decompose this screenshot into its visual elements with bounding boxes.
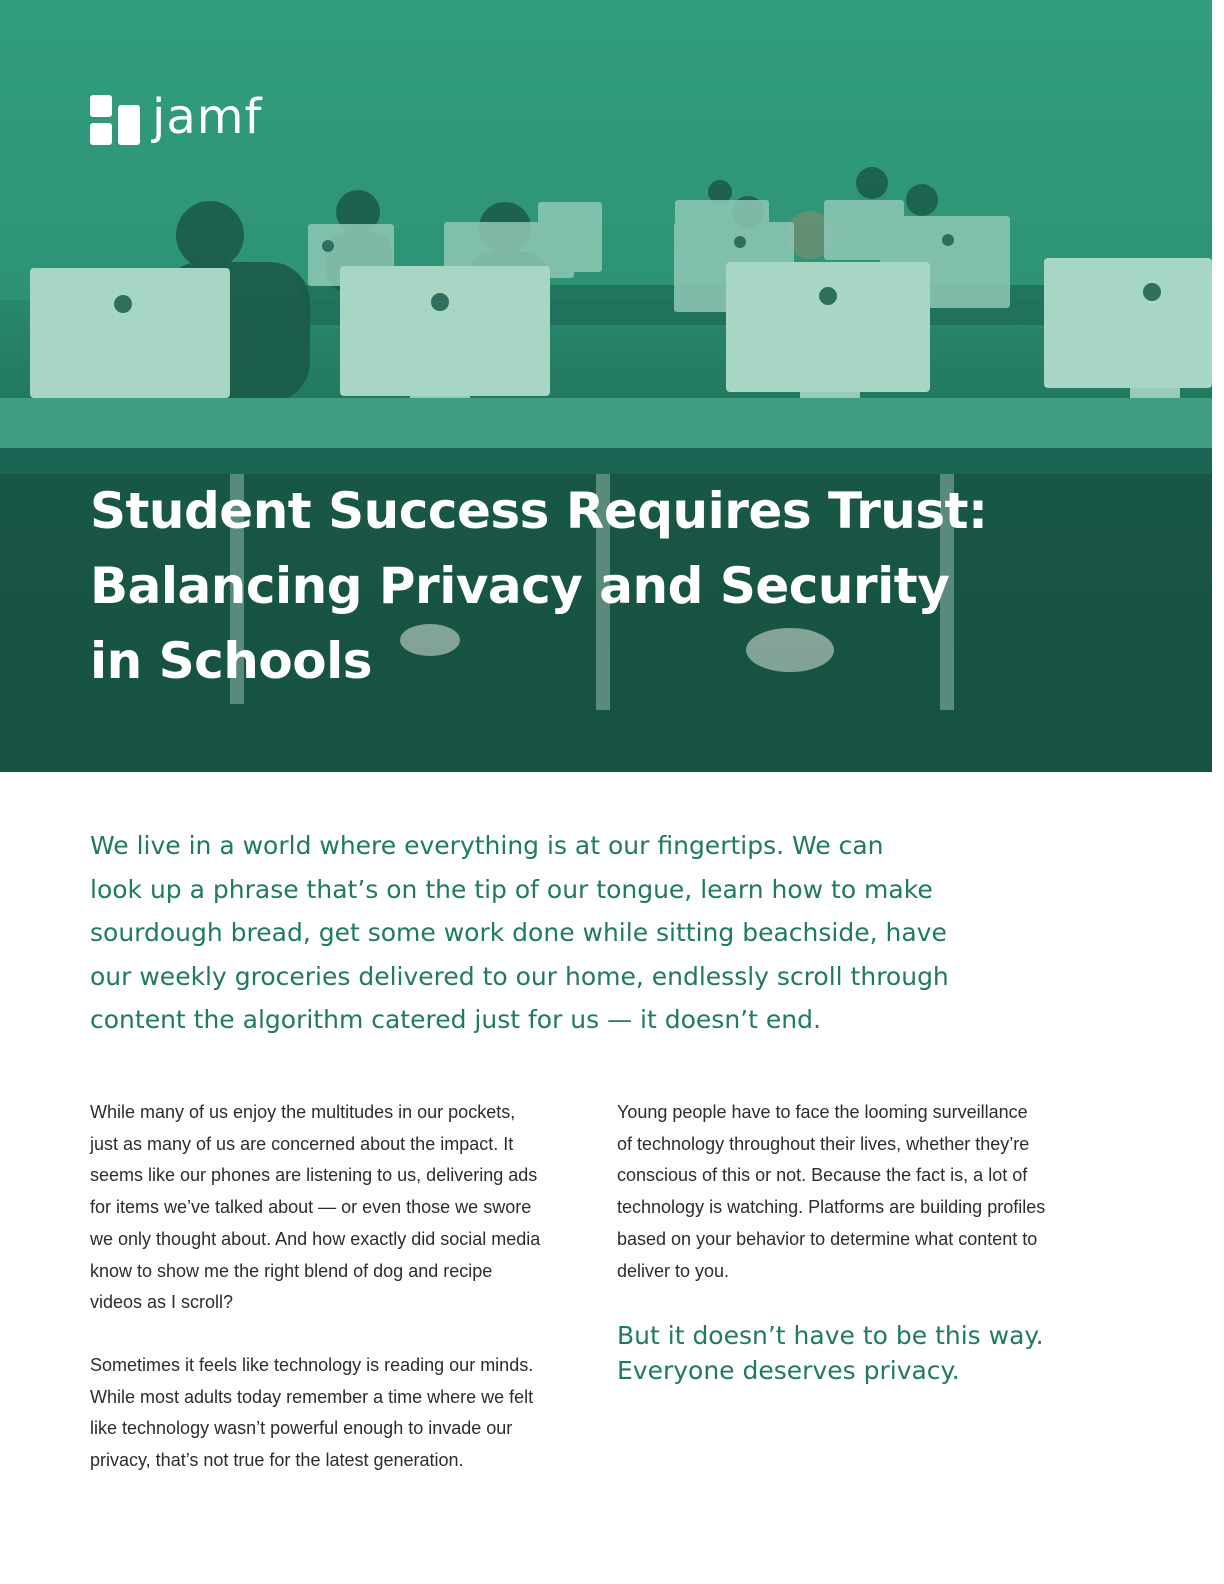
lead-line: sourdough bread, get some work done while sitting beachside, have: [90, 918, 947, 947]
body-line: of technology throughout their lives, whether they’re: [617, 1133, 1030, 1154]
body-paragraph: [617, 1097, 1117, 1287]
body-line: seems like our phones are listening to us, delivering ads: [90, 1165, 538, 1186]
title-line: Balancing Privacy and Security: [90, 557, 950, 615]
callout-line: Everyone deserves privacy.: [617, 1356, 960, 1386]
right-column: [617, 1097, 1117, 1388]
body-line: deliver to you.: [617, 1260, 730, 1281]
body-line: know to show me the right blend of dog and recipe: [90, 1260, 493, 1281]
lead-line: look up a phrase that’s on the tip of our tongue, learn how to make: [90, 874, 933, 904]
body-line: just as many of us are concerned about the impact. It: [90, 1133, 514, 1154]
body-line: we only thought about. And how exactly did social media: [90, 1228, 541, 1249]
callout-line: But it doesn’t have to be this way.: [617, 1321, 1044, 1351]
body-line: videos as I scroll?: [90, 1292, 234, 1313]
lead-line: content the algorithm catered just for us — it doesn’t end.: [90, 1005, 821, 1034]
page-title: [90, 474, 1090, 699]
body-line: privacy, that’s not true for the latest generation.: [90, 1450, 464, 1471]
body-line: conscious of this or not. Because the fact is, a lot of: [617, 1165, 1028, 1186]
title-line: in Schools: [90, 632, 372, 690]
jamf-logo-mark-icon: [90, 95, 140, 145]
hero-banner: [0, 0, 1212, 772]
body-paragraph: [90, 1350, 590, 1477]
body-line: for items we’ve talked about — or even those we swore: [90, 1197, 532, 1218]
jamf-wordmark: jamf: [152, 89, 263, 145]
body-line: While most adults today remember a time where we felt: [90, 1386, 534, 1407]
lead-line: our weekly groceries delivered to our home, endlessly scroll through: [90, 961, 949, 991]
body-paragraph: [90, 1097, 590, 1319]
lead-paragraph: [90, 824, 1050, 1042]
left-column: [90, 1097, 590, 1477]
title-line: Student Success Requires Trust:: [90, 482, 988, 540]
body-line: Sometimes it feels like technology is reading our minds.: [90, 1354, 534, 1375]
lead-line: We live in a world where everything is at our fingertips. We can: [90, 831, 884, 860]
jamf-logo: [90, 88, 262, 152]
body-line: While many of us enjoy the multitudes in our pockets,: [90, 1102, 516, 1122]
body-line: like technology wasn’t powerful enough to invade our: [90, 1418, 513, 1439]
body-line: Young people have to face the looming surveillance: [617, 1102, 1028, 1122]
body-line: technology is watching. Platforms are building profiles: [617, 1197, 1046, 1218]
body-line: based on your behavior to determine what content to: [617, 1228, 1038, 1249]
callout-quote: [617, 1318, 1117, 1388]
